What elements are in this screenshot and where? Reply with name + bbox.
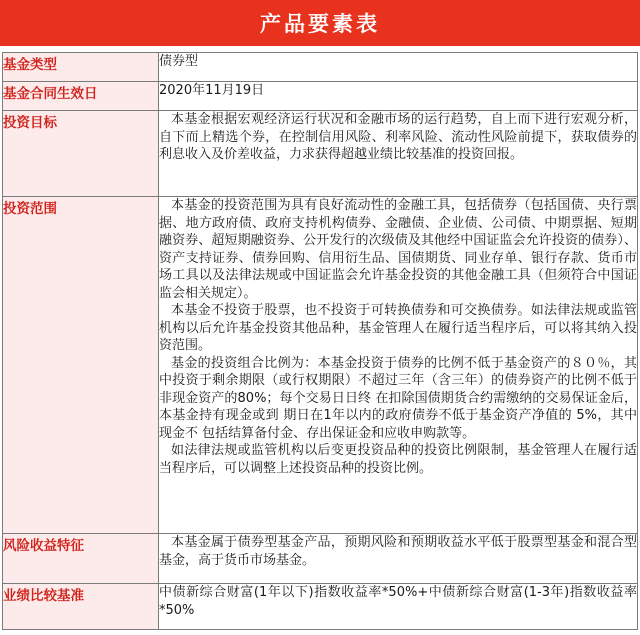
table-row-scope (3, 197, 638, 534)
table-row-effective-date (3, 82, 638, 111)
table-row-objective (3, 111, 638, 197)
row-label: 基金合同生效日 (3, 82, 159, 111)
page-title: 产品要素表 (0, 0, 640, 46)
table-row-fund-type (3, 53, 638, 82)
table-row-risk (3, 534, 638, 584)
scope-paragraph-4: 如法律法规或监管机构以后变更投资品种的投资比例限制，基金管理人在履行适当程序后，可以调整上述投资品种的投资比例。 (159, 443, 637, 476)
row-label: 投资目标 (3, 111, 159, 197)
scope-paragraph-3: 基金的投资组合比例为：本基金投资于债券的比例不低于基金资产的８０％，其中投资于剩余期限（或行权期限）不超过三年（含三年）的债券资产的比例不低于非现金资产的80%；每个交易日日终 在扣除国债期货合约需缴纳的交易保证金后，本基金持有现金或到 期日在1年以内的政府债券不低于基金资产净值的 5%，其中现金不 包括结算备付金、存出保证金和应收申购款等。 (159, 355, 637, 441)
row-value: 本基金属于债券型基金产品，预期风险和预期收益水平低于股票型基金和混合型基金，高于货币市场基金。 (159, 535, 637, 568)
scope-paragraph-2: 本基金不投资于股票，也不投资于可转换债券和可交换债券。如法律法规或监管机构以后允许基金投资其他品种，基金管理人在履行适当程序后，可以将其纳入投资范围。 (159, 303, 637, 353)
row-label: 基金类型 (3, 53, 159, 82)
row-value: 债券型 (159, 53, 638, 82)
row-label: 风险收益特征 (3, 534, 159, 584)
row-value: 本基金根据宏观经济运行状况和金融市场的运行趋势，自上而下进行宏观分析，自下而上精选个券，在控制信用风险、利率风险、流动性风险前提下，获取债券的利息收入及价差收益，力求获得超越业绩比较基准的投资回报。 (159, 112, 637, 162)
row-label: 投资范围 (3, 197, 159, 534)
table-row-benchmark (3, 584, 638, 630)
row-value: 中债新综合财富(1年以下)指数收益率*50%+中债新综合财富(1-3年)指数收益率*50% (159, 585, 637, 618)
product-elements-table (2, 52, 638, 630)
scope-paragraph-1: 本基金的投资范围为具有良好流动性的金融工具，包括债券（包括国债、央行票据、地方政府债、政府支持机构债券、金融债、企业债、公司债、中期票据、短期融资券、超短期融资券、公开发行的次级债及其他经中国证监会允许投资的债券）、资产支持证券、债券回购、信用衍生品、国债期货、同业存单、银行存款、货币市场工具以及法律法规或中国证监会允许基金投资的其他金融工具（但须符合中国证监会相关规定）。 (159, 198, 637, 301)
row-value: 2020年11月19日 (159, 82, 638, 111)
row-label: 业绩比较基准 (3, 584, 159, 630)
